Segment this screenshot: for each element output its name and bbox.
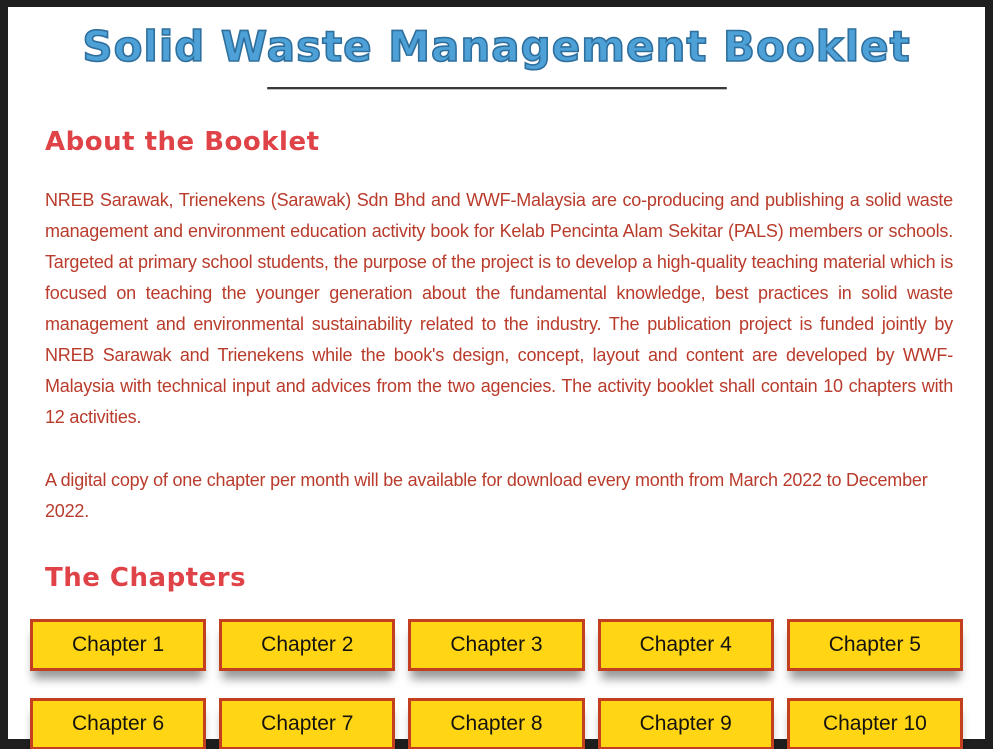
chapters-heading: The Chapters xyxy=(45,563,247,594)
chapter-3-button[interactable]: Chapter 3 xyxy=(408,619,584,671)
chapter-10-button[interactable]: Chapter 10 xyxy=(787,698,963,749)
title-underline xyxy=(267,87,727,89)
content-area xyxy=(8,127,985,593)
chapter-9-button[interactable]: Chapter 9 xyxy=(598,698,774,749)
chapter-1-button[interactable]: Chapter 1 xyxy=(30,619,206,671)
chapter-7-button[interactable]: Chapter 7 xyxy=(219,698,395,749)
chapter-grid xyxy=(30,619,963,749)
booklet-page xyxy=(8,7,985,739)
chapter-5-button[interactable]: Chapter 5 xyxy=(787,619,963,671)
chapter-2-button[interactable]: Chapter 2 xyxy=(219,619,395,671)
about-paragraph: NREB Sarawak, Trienekens (Sarawak) Sdn Bhd and WWF-Malaysia are co-producing and publishing a solid waste management and environment education activity book for Kelab Pencinta Alam Sekitar (PALS) members or schools. Targeted at primary school students, the purpose of the project is to develop a high-quality teaching material which is focused on teaching the younger generation about the fundamental knowledge, best practices in solid waste management and environmental sustainability related to the industry. The publication project is funded jointly by NREB Sarawak and Trienekens while the book's design, concept, layout and content are developed by WWF-Malaysia with technical input and advices from the two agencies. The activity booklet shall contain 10 chapters with 12 activities. xyxy=(45,190,953,428)
chapter-8-button[interactable]: Chapter 8 xyxy=(408,698,584,749)
page-title: Solid Waste Management Booklet xyxy=(82,22,911,71)
download-schedule-paragraph: A digital copy of one chapter per month will be available for download every month from March 2022 to December 2022. xyxy=(45,470,928,522)
chapter-4-button[interactable]: Chapter 4 xyxy=(598,619,774,671)
chapter-6-button[interactable]: Chapter 6 xyxy=(30,698,206,749)
about-heading: About the Booklet xyxy=(45,127,320,158)
